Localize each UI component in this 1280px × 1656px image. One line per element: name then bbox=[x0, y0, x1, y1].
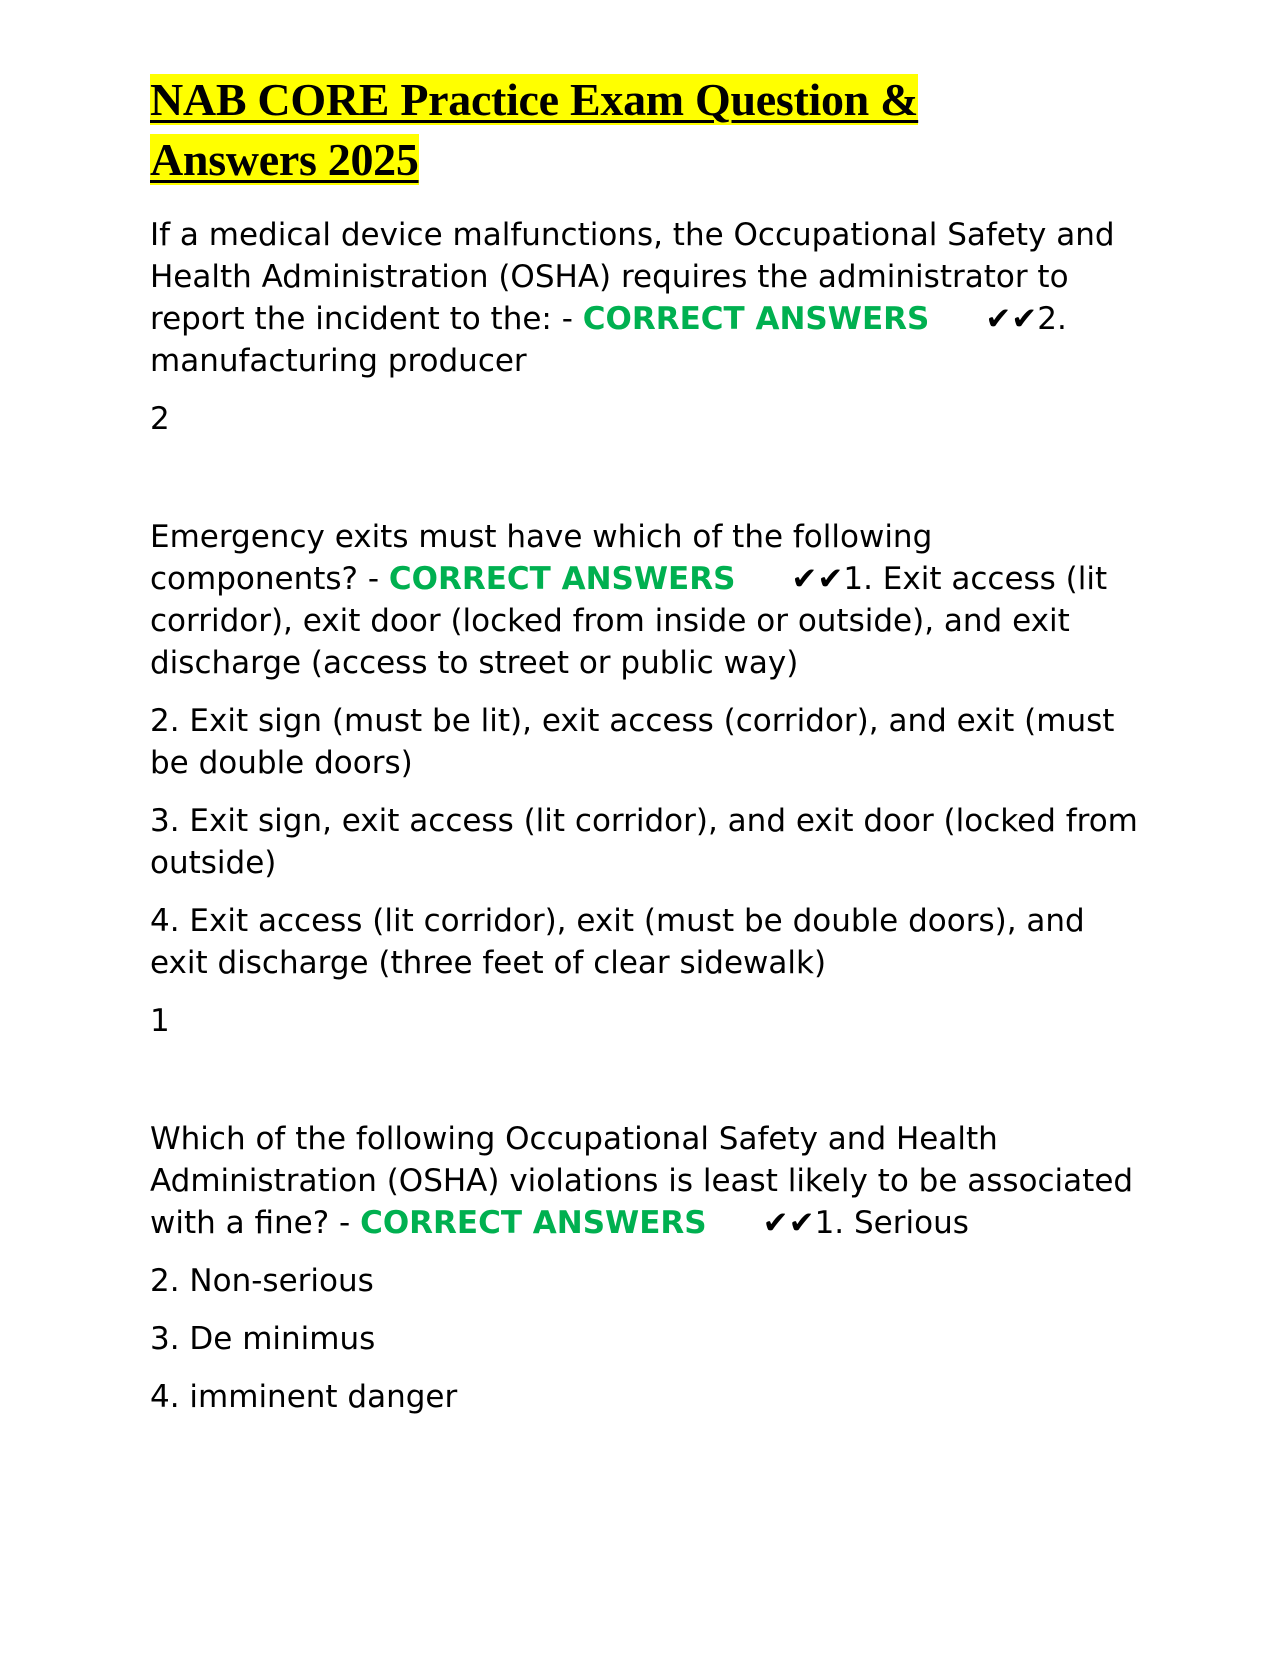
checkmark-icon: ✔✔ bbox=[791, 561, 844, 597]
answer-option: 3. De minimus bbox=[150, 1321, 376, 1357]
answer-option: 2. Non-serious bbox=[150, 1263, 374, 1299]
answer-option: 2. Exit sign (must be lit), exit access (corridor), and exit (must be double doors) bbox=[150, 703, 1115, 781]
checkmark-icon: ✔✔ bbox=[762, 1205, 815, 1241]
question-text bbox=[150, 516, 1140, 684]
answer-option: 1. Serious bbox=[814, 1205, 969, 1241]
answer-key: 2 bbox=[150, 401, 170, 437]
question-prompt: Emergency exits must have which of the following components? - bbox=[150, 519, 933, 597]
answer-option: 3. Exit sign, exit access (lit corridor), and exit door (locked from outside) bbox=[150, 803, 1138, 881]
question-text bbox=[150, 1118, 1140, 1244]
question-text bbox=[150, 214, 1140, 382]
question-prompt: Which of the following Occupational Safety and Health Administration (OSHA) violations is least likely to be associated with a fine? - bbox=[150, 1121, 1134, 1241]
answer-option: 1. Exit access (lit corridor), exit door (locked from inside or outside), and exit discharge (access to street or public way) bbox=[150, 561, 1108, 681]
title-line-2: Answers 2025 bbox=[150, 134, 419, 185]
correct-answers-label: CORRECT ANSWERS bbox=[582, 301, 930, 337]
answer-option: 4. Exit access (lit corridor), exit (must be double doors), and exit discharge (three feet of clear sidewalk) bbox=[150, 903, 1085, 981]
answer-option: 4. imminent danger bbox=[150, 1379, 458, 1415]
question-block bbox=[150, 214, 1140, 440]
document-page bbox=[150, 70, 1140, 1434]
checkmark-icon: ✔✔ bbox=[985, 301, 1038, 337]
question-block bbox=[150, 1118, 1140, 1418]
correct-answers-label: CORRECT ANSWERS bbox=[360, 1205, 707, 1241]
question-prompt: If a medical device malfunctions, the Occupational Safety and Health Administration (OSHA) requires the administrator to report the incident to the: - bbox=[150, 217, 1115, 337]
question-block bbox=[150, 516, 1140, 1042]
correct-answers-label: CORRECT ANSWERS bbox=[388, 561, 736, 597]
title-line-1: NAB CORE Practice Exam Question & bbox=[150, 74, 919, 125]
page-title bbox=[150, 70, 1140, 190]
answer-key: 1 bbox=[150, 1003, 170, 1039]
answer-option: 2. manufacturing producer bbox=[150, 301, 1067, 379]
